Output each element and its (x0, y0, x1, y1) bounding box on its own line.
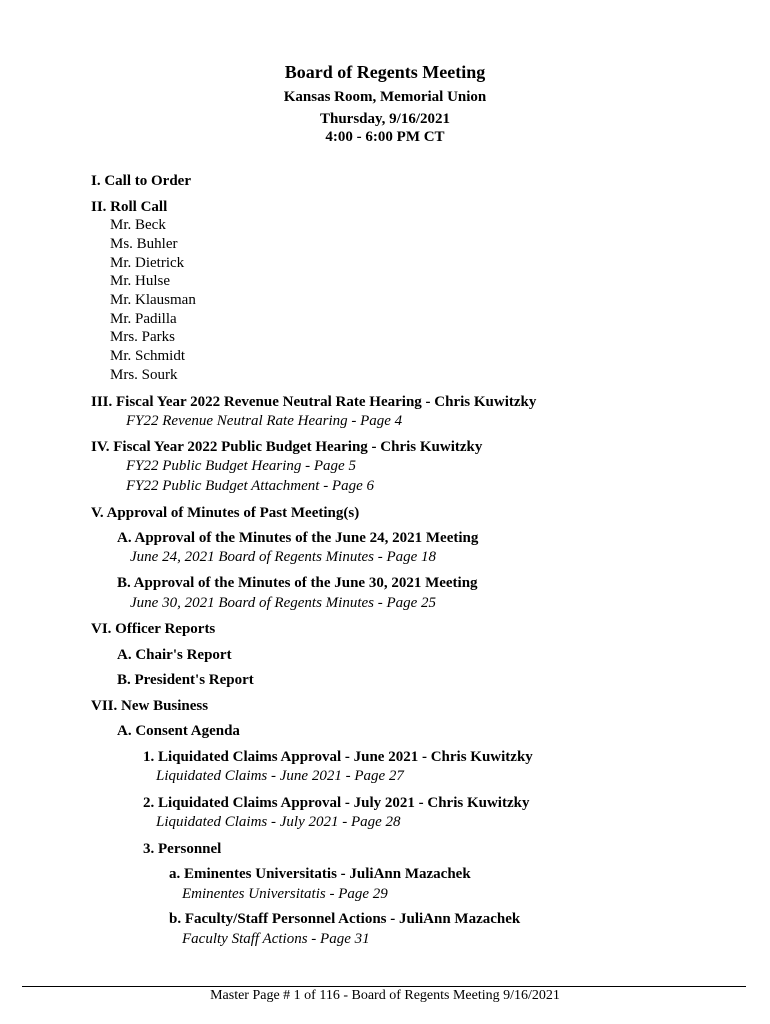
agenda-item-roll-call: II. Roll Call (91, 199, 168, 215)
attachment-link[interactable]: FY22 Revenue Neutral Rate Hearing - Page 4 (126, 413, 403, 429)
roll-call-name: Mr. Klausman (110, 292, 196, 308)
agenda-subitem: B. Approval of the Minutes of the June 30, 2021 Meeting (117, 575, 478, 591)
attachment-link[interactable]: FY22 Public Budget Attachment - Page 6 (126, 478, 375, 494)
agenda-subitem: 3. Personnel (143, 841, 222, 857)
attachment-link[interactable]: Eminentes Universitatis - Page 29 (182, 886, 388, 902)
agenda-item-officer-reports: VI. Officer Reports (91, 621, 216, 637)
attachment-link[interactable]: Faculty Staff Actions - Page 31 (182, 931, 370, 947)
meeting-location: Kansas Room, Memorial Union (283, 89, 487, 105)
agenda-item-new-business: VII. New Business (91, 698, 209, 714)
roll-call-name: Mrs. Parks (110, 329, 176, 345)
agenda-item-call-to-order: I. Call to Order (91, 173, 191, 189)
roll-call-name: Mr. Dietrick (110, 255, 185, 271)
attachment-link[interactable]: Liquidated Claims - July 2021 - Page 28 (156, 814, 401, 830)
attachment-link[interactable]: Liquidated Claims - June 2021 - Page 27 (156, 768, 404, 784)
agenda-item-minutes: V. Approval of Minutes of Past Meeting(s) (91, 505, 360, 521)
roll-call-name: Ms. Buhler (110, 236, 178, 252)
roll-call-name: Mrs. Sourk (110, 367, 178, 383)
agenda-subitem: 2. Liquidated Claims Approval - July 2021 - Chris Kuwitzky (143, 795, 530, 811)
agenda-subitem: A. Chair's Report (117, 647, 232, 663)
attachment-link[interactable]: FY22 Public Budget Hearing - Page 5 (126, 458, 356, 474)
roll-call-name: Mr. Padilla (110, 311, 177, 327)
attachment-link[interactable]: June 24, 2021 Board of Regents Minutes - Page 18 (130, 549, 437, 565)
agenda-subitem: A. Consent Agenda (117, 723, 240, 739)
agenda-item-revenue-neutral-rate: III. Fiscal Year 2022 Revenue Neutral Rate Hearing - Chris Kuwitzky (91, 394, 537, 410)
meeting-title: Board of Regents Meeting (284, 62, 486, 82)
roll-call-name: Mr. Hulse (110, 273, 170, 289)
agenda-item-public-budget: IV. Fiscal Year 2022 Public Budget Hearing - Chris Kuwitzky (91, 439, 483, 455)
meeting-date: Thursday, 9/16/2021 (319, 111, 451, 127)
meeting-time: 4:00 - 6:00 PM CT (325, 129, 445, 145)
footer-divider (22, 986, 746, 987)
agenda-subitem: a. Eminentes Universitatis - JuliAnn Mazachek (169, 866, 471, 882)
agenda-subitem: A. Approval of the Minutes of the June 24, 2021 Meeting (117, 530, 479, 546)
attachment-link[interactable]: June 30, 2021 Board of Regents Minutes - Page 25 (130, 595, 437, 611)
agenda-subitem: b. Faculty/Staff Personnel Actions - JuliAnn Mazachek (169, 911, 521, 927)
agenda-subitem: B. President's Report (117, 672, 254, 688)
roll-call-name: Mr. Beck (110, 217, 166, 233)
roll-call-name: Mr. Schmidt (110, 348, 186, 364)
agenda-subitem: 1. Liquidated Claims Approval - June 2021 - Chris Kuwitzky (143, 749, 533, 765)
page-footer: Master Page # 1 of 116 - Board of Regents Meeting 9/16/2021 (210, 988, 560, 1003)
